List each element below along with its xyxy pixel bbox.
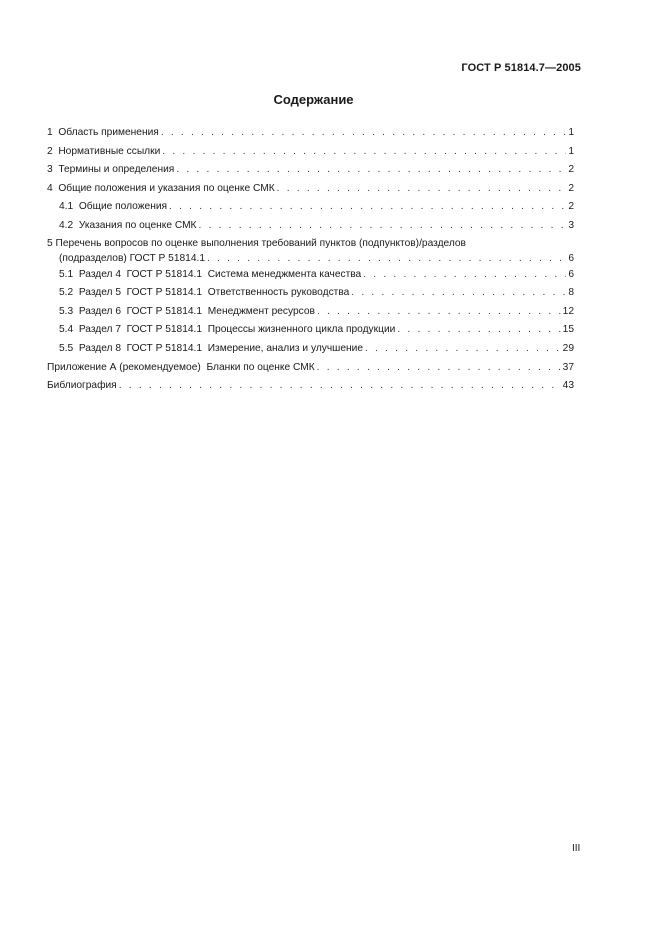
- toc-entry-1[interactable]: [47, 124, 574, 143]
- toc-page-number: 2: [568, 164, 574, 176]
- toc-entry-text: 4.2 Указания по оценке СМК: [59, 219, 197, 231]
- toc-entry-text: Библиография: [47, 380, 117, 392]
- dot-leader: [351, 284, 566, 303]
- toc-page-number: 6: [568, 252, 574, 264]
- dot-leader: [199, 217, 567, 236]
- toc-page-number: 37: [562, 361, 574, 373]
- toc-entry-text: 2 Нормативные ссылки: [47, 145, 161, 157]
- toc-entry-text: 5.1 Раздел 4 ГОСТ Р 51814.1 Система менеджмента качества: [59, 268, 362, 280]
- dot-leader: [363, 266, 566, 285]
- toc-entry-2[interactable]: [47, 143, 574, 162]
- page-title: Содержание: [273, 92, 354, 107]
- toc-page-number: 1: [568, 145, 574, 157]
- table-of-contents: [47, 124, 574, 396]
- toc-entry-5-2[interactable]: [47, 284, 574, 303]
- toc-entry-text: 5.5 Раздел 8 ГОСТ Р 51814.1 Измерение, анализ и улучшение: [59, 342, 363, 354]
- toc-page-number: 3: [568, 219, 574, 231]
- page-number-footer: III: [572, 843, 581, 854]
- toc-entry-text: 5.3 Раздел 6 ГОСТ Р 51814.1 Менеджмент ресурсов: [59, 305, 315, 317]
- toc-entry-5-1[interactable]: [47, 266, 574, 285]
- toc-entry-4-2[interactable]: [47, 217, 574, 236]
- toc-entry-4-1[interactable]: [47, 198, 574, 217]
- toc-entry-5[interactable]: [47, 236, 574, 266]
- dot-leader: [161, 124, 567, 143]
- dot-leader: [162, 143, 566, 162]
- dot-leader: [207, 251, 566, 266]
- dot-leader: [277, 180, 567, 199]
- toc-page-number: 12: [562, 305, 574, 317]
- toc-page-number: 8: [568, 287, 574, 299]
- toc-entry-text: 5.4 Раздел 7 ГОСТ Р 51814.1 Процессы жизненного цикла продукции: [59, 324, 396, 336]
- toc-entry-5-4[interactable]: [47, 321, 574, 340]
- toc-entry-4[interactable]: [47, 180, 574, 199]
- dot-leader: [317, 303, 561, 322]
- toc-page-number: 15: [562, 324, 574, 336]
- toc-entry-text: 3 Термины и определения: [47, 164, 175, 176]
- toc-entry-text: 4.1 Общие положения: [59, 201, 168, 213]
- toc-entry-text: Приложение А (рекомендуемое) Бланки по оценке СМК: [47, 361, 315, 373]
- toc-page-number: 2: [568, 201, 574, 213]
- toc-entry-text-line2: (подразделов) ГОСТ Р 51814.1: [59, 252, 205, 264]
- dot-leader: [397, 321, 560, 340]
- dot-leader: [317, 359, 561, 378]
- toc-entry-text: 4 Общие положения и указания по оценке СМК: [47, 182, 275, 194]
- toc-page-number: 43: [562, 380, 574, 392]
- toc-page-number: 29: [562, 342, 574, 354]
- toc-page-number: 6: [568, 268, 574, 280]
- dot-leader: [119, 377, 561, 396]
- toc-entry-3[interactable]: [47, 161, 574, 180]
- toc-entry-text: 5.2 Раздел 5 ГОСТ Р 51814.1 Ответственность руководства: [59, 287, 350, 299]
- toc-page-number: 1: [568, 127, 574, 138]
- toc-entry-text-line1: 5 Перечень вопросов по оценке выполнения требований пунктов (подпунктов)/разделов: [47, 237, 466, 249]
- toc-page-number: 2: [568, 182, 574, 194]
- toc-entry-5-3[interactable]: [47, 303, 574, 322]
- toc-entry-text: 1 Область применения: [47, 127, 159, 138]
- document-code-header: ГОСТ Р 51814.7—2005: [461, 62, 581, 74]
- toc-entry-5-5[interactable]: [47, 340, 574, 359]
- dot-leader: [176, 161, 566, 180]
- toc-entry-bibliography[interactable]: [47, 377, 574, 396]
- toc-entry-appendix-a[interactable]: [47, 359, 574, 378]
- dot-leader: [169, 198, 566, 217]
- dot-leader: [365, 340, 561, 359]
